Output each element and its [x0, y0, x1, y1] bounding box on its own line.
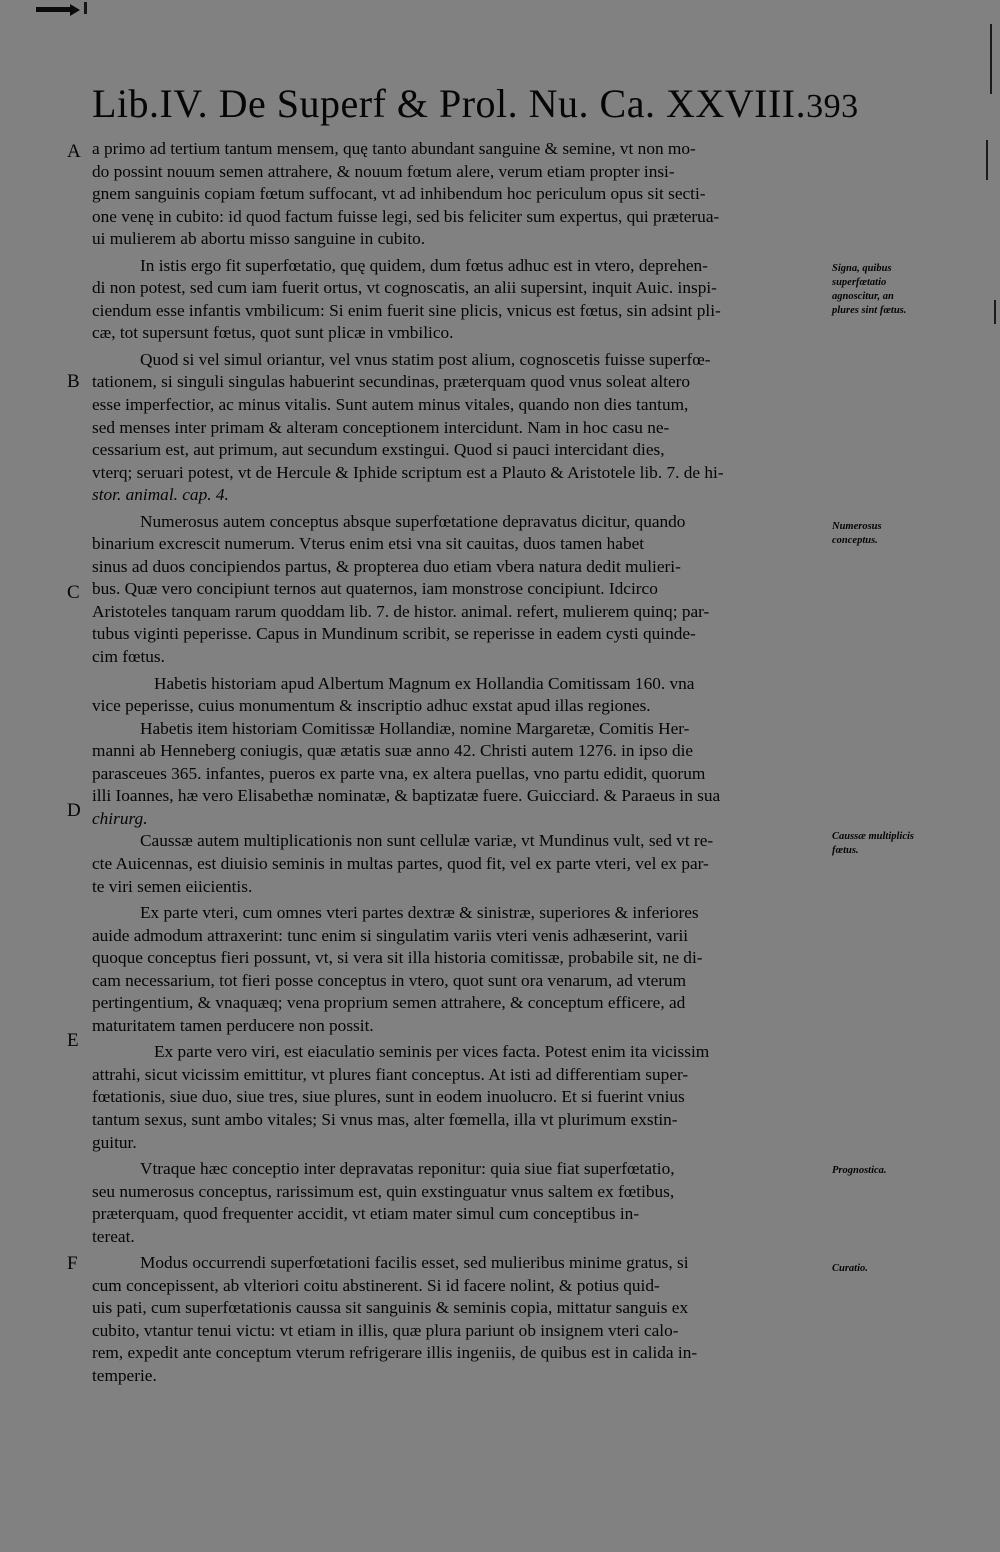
- text-line: In istis ergo fit superfœtatio, quę quidem, dum fœtus adhuc est in vtero, deprehen-: [140, 255, 708, 275]
- text-line: Habetis item historiam Comitissæ Hollandiæ, nomine Margaretæ, Comitis Her-: [140, 718, 690, 738]
- margin-note-signa: Signa, quibus superfœtatio agnoscitur, an plures sint fœtus.: [832, 263, 907, 316]
- text-line: di non potest, sed cum iam fuerit ortus, vt cognoscatis, an alii supersint, inquit Auic. inspi-: [92, 278, 717, 298]
- section-letter-b: B: [67, 371, 80, 392]
- printer-corner-mark: [36, 2, 90, 16]
- margin-note-numerosus: Numerosus conceptus.: [832, 521, 882, 546]
- text-line: tationem, si singuli singulas habuerint secundinas, præterquam quod vnus soleat altero: [92, 372, 691, 392]
- text-line: manni ab Henneberg coniugis, quæ ætatis suæ anno 42. Christi autem 1276. in ipso die: [92, 741, 694, 761]
- text-line: Habetis historiam apud Albertum Magnum ex Hollandia Comitissam 160. vna: [154, 673, 695, 693]
- text-line: cim fœtus.: [92, 647, 165, 667]
- running-head-title: Lib.IV. De Superf & Prol. Nu. Ca. XXVIII.: [92, 81, 807, 126]
- text-line: bus. Quæ vero concipiunt ternos aut quaternos, iam monstrose concipiunt. Idcirco: [92, 579, 658, 599]
- text-line: stor. animal. cap. 4.: [92, 485, 229, 505]
- text-line: ui mulierem ab abortu misso sanguine in cubito.: [92, 229, 426, 249]
- text-line: cte Auicennas, est diuisio seminis in multas partes, quod fit, vel ex parte vteri, vel ex par-: [92, 853, 709, 873]
- text-line: parasceues 365. infantes, pueros ex parte vna, ex altera puellas, vno partu edidit, quorum: [92, 763, 706, 783]
- page-number: 393: [806, 88, 859, 125]
- text-line: cessarium est, aut primum, aut secundum exstingui. Quod si pauci intercidant dies,: [92, 440, 665, 460]
- page-edge-mark: [994, 300, 996, 324]
- text-line: temperie.: [92, 1365, 157, 1385]
- text-line: tubus viginti peperisse. Capus in Mundinum scribit, se reperisse in eadem cysti quinde-: [92, 624, 696, 644]
- text-line: tantum sexus, sunt ambo vitales; Si vnus mas, alter fœmella, illa vt plurimum exstin-: [92, 1109, 678, 1129]
- text-line: tereat.: [92, 1226, 135, 1246]
- text-line: cæ, tot supersunt fœtus, quot sunt plicæ in vmbilico.: [92, 323, 454, 343]
- text-line: seu numerosus conceptus, rarissimum est, quin exstinguatur vnus saltem ex fœtibus,: [92, 1181, 675, 1201]
- text-line: vterq; seruari potest, vt de Hercule & Iphide scriptum est a Plauto & Aristotele lib. 7. de hi-: [92, 462, 724, 482]
- text-line: Quod si vel simul oriantur, vel vnus statim post alium, cognoscetis fuisse superfœ-: [140, 349, 711, 369]
- body-text: [92, 138, 820, 1390]
- text-line: fœtationis, siue duo, siue tres, siue plures, sunt in eodem inuolucro. Et si fuerint vnius: [92, 1087, 685, 1107]
- section-letter-a: A: [67, 141, 81, 162]
- text-line: maturitatem tamen perducere non possit.: [92, 1015, 374, 1035]
- text-line: sinus ad duos concipiendos partus, & propterea duo etiam vbera natura dedit mulieri-: [92, 556, 681, 576]
- text-line: uis pati, cum superfœtationis caussa sit sanguinis & seminis copia, mittatur sanguis ex: [92, 1298, 689, 1318]
- text-line: rem, expedit ante conceptum vterum refrigerare illis ingeniis, de quibus est in calida in-: [92, 1343, 698, 1363]
- text-line: illi Ioannes, hæ vero Elisabethæ nominatæ, & baptizatæ fuere. Guicciard. & Paraeus in sua: [92, 786, 721, 806]
- text-line: ciendum esse infantis vmbilicum: Si enim fuerit sine plicis, vnicus est fœtus, sin adsint pli-: [92, 300, 721, 320]
- text-line: Ex parte vteri, cum omnes vteri partes dextræ & sinistræ, superiores & inferiores: [140, 903, 699, 923]
- text-line: a primo ad tertium tantum mensem, quę tanto abundant sanguine & semine, vt non mo-: [92, 139, 696, 158]
- text-line: do possint nouum semen attrahere, & nouum fœtum alere, verum etiam propter insi-: [92, 161, 675, 181]
- text-line: auide admodum attraxerint: tunc enim si singulatim variis vteri venis adhæserint, varii: [92, 925, 689, 945]
- page-edge-mark: [990, 24, 992, 94]
- text-line: attrahi, sicut vicissim emittitur, vt plures fiant conceptus. At isti ad differentiam super-: [92, 1064, 689, 1084]
- text-line: Aristoteles tanquam rarum quoddam lib. 7. de histor. animal. refert, mulierem quinq; par-: [92, 601, 710, 621]
- text-line: gnem sanguinis copiam fœtum suffocant, vt ad inhibendum hoc periculum opus sit secti-: [92, 184, 706, 204]
- text-line: esse imperfectior, ac minus vitalis. Sunt autem minus vitales, quando non dies tantum,: [92, 395, 689, 415]
- text-line: præterquam, quod frequenter accidit, vt etiam mater simul cum conceptibus in-: [92, 1204, 640, 1224]
- text-line: te viri semen eiicientis.: [92, 876, 253, 896]
- text-line: vice peperisse, cuius monumentum & inscriptio adhuc exstat apud illas regiones.: [92, 696, 651, 716]
- text-line: cam necessarium, tot fieri posse conceptus in vtero, quot sunt ora venarum, ad vterum: [92, 970, 687, 990]
- text-line: binarium excrescit numerum. Vterus enim etsi vna sit cauitas, duos tamen habet: [92, 534, 645, 554]
- text-line: pertingentium, & vnaquæq; vena proprium semen attrahere, & conceptum efficere, ad: [92, 993, 686, 1013]
- margin-note-curatio: Curatio.: [832, 1263, 868, 1274]
- text-line: cum concepissent, ab vlteriori coitu abstinerent. Si id facere nolint, & potius quid-: [92, 1275, 660, 1295]
- text-line: one venę in cubito: id quod factum fuisse legi, sed bis feliciter sum expertus, qui præterua-: [92, 206, 720, 226]
- page-edge-mark: [986, 140, 988, 180]
- text-line: cubito, vtantur tenui victu: vt etiam in illis, quæ plura pariunt ob insignem vteri calo-: [92, 1320, 679, 1340]
- section-letter-c: C: [67, 582, 80, 603]
- text-line: Numerosus autem conceptus absque superfœtatione depravatus dicitur, quando: [140, 511, 686, 531]
- text-line: Vtraque hæc conceptio inter depravatas reponitur: quia siue fiat superfœtatio,: [140, 1159, 675, 1179]
- text-line: chirurg.: [92, 808, 148, 828]
- text-line: Modus occurrendi superfœtationi facilis esset, sed mulieribus minime gratus, si: [140, 1253, 689, 1273]
- section-letter-d: D: [67, 800, 81, 821]
- margin-note-prognostica: Prognostica.: [832, 1165, 887, 1176]
- text-line: Ex parte vero viri, est eiaculatio seminis per vices facta. Potest enim ita vicissim: [154, 1042, 710, 1062]
- text-line: guitur.: [92, 1132, 137, 1152]
- section-letter-f: F: [67, 1253, 78, 1274]
- running-head: [92, 80, 859, 130]
- text-line: quoque conceptus fieri possunt, vt, si vera sit illa historia comitissæ, probabile sit, ne di-: [92, 948, 703, 968]
- text-line: Caussæ autem multiplicationis non sunt cellulæ variæ, vt Mundinus vult, sed vt re-: [140, 831, 714, 851]
- margin-note-caussae: Caussæ multiplicis fœtus.: [832, 831, 914, 856]
- section-letter-e: E: [67, 1030, 79, 1051]
- text-line: sed menses inter primam & alteram conceptionem intercidunt. Nam in hoc casu ne-: [92, 417, 670, 437]
